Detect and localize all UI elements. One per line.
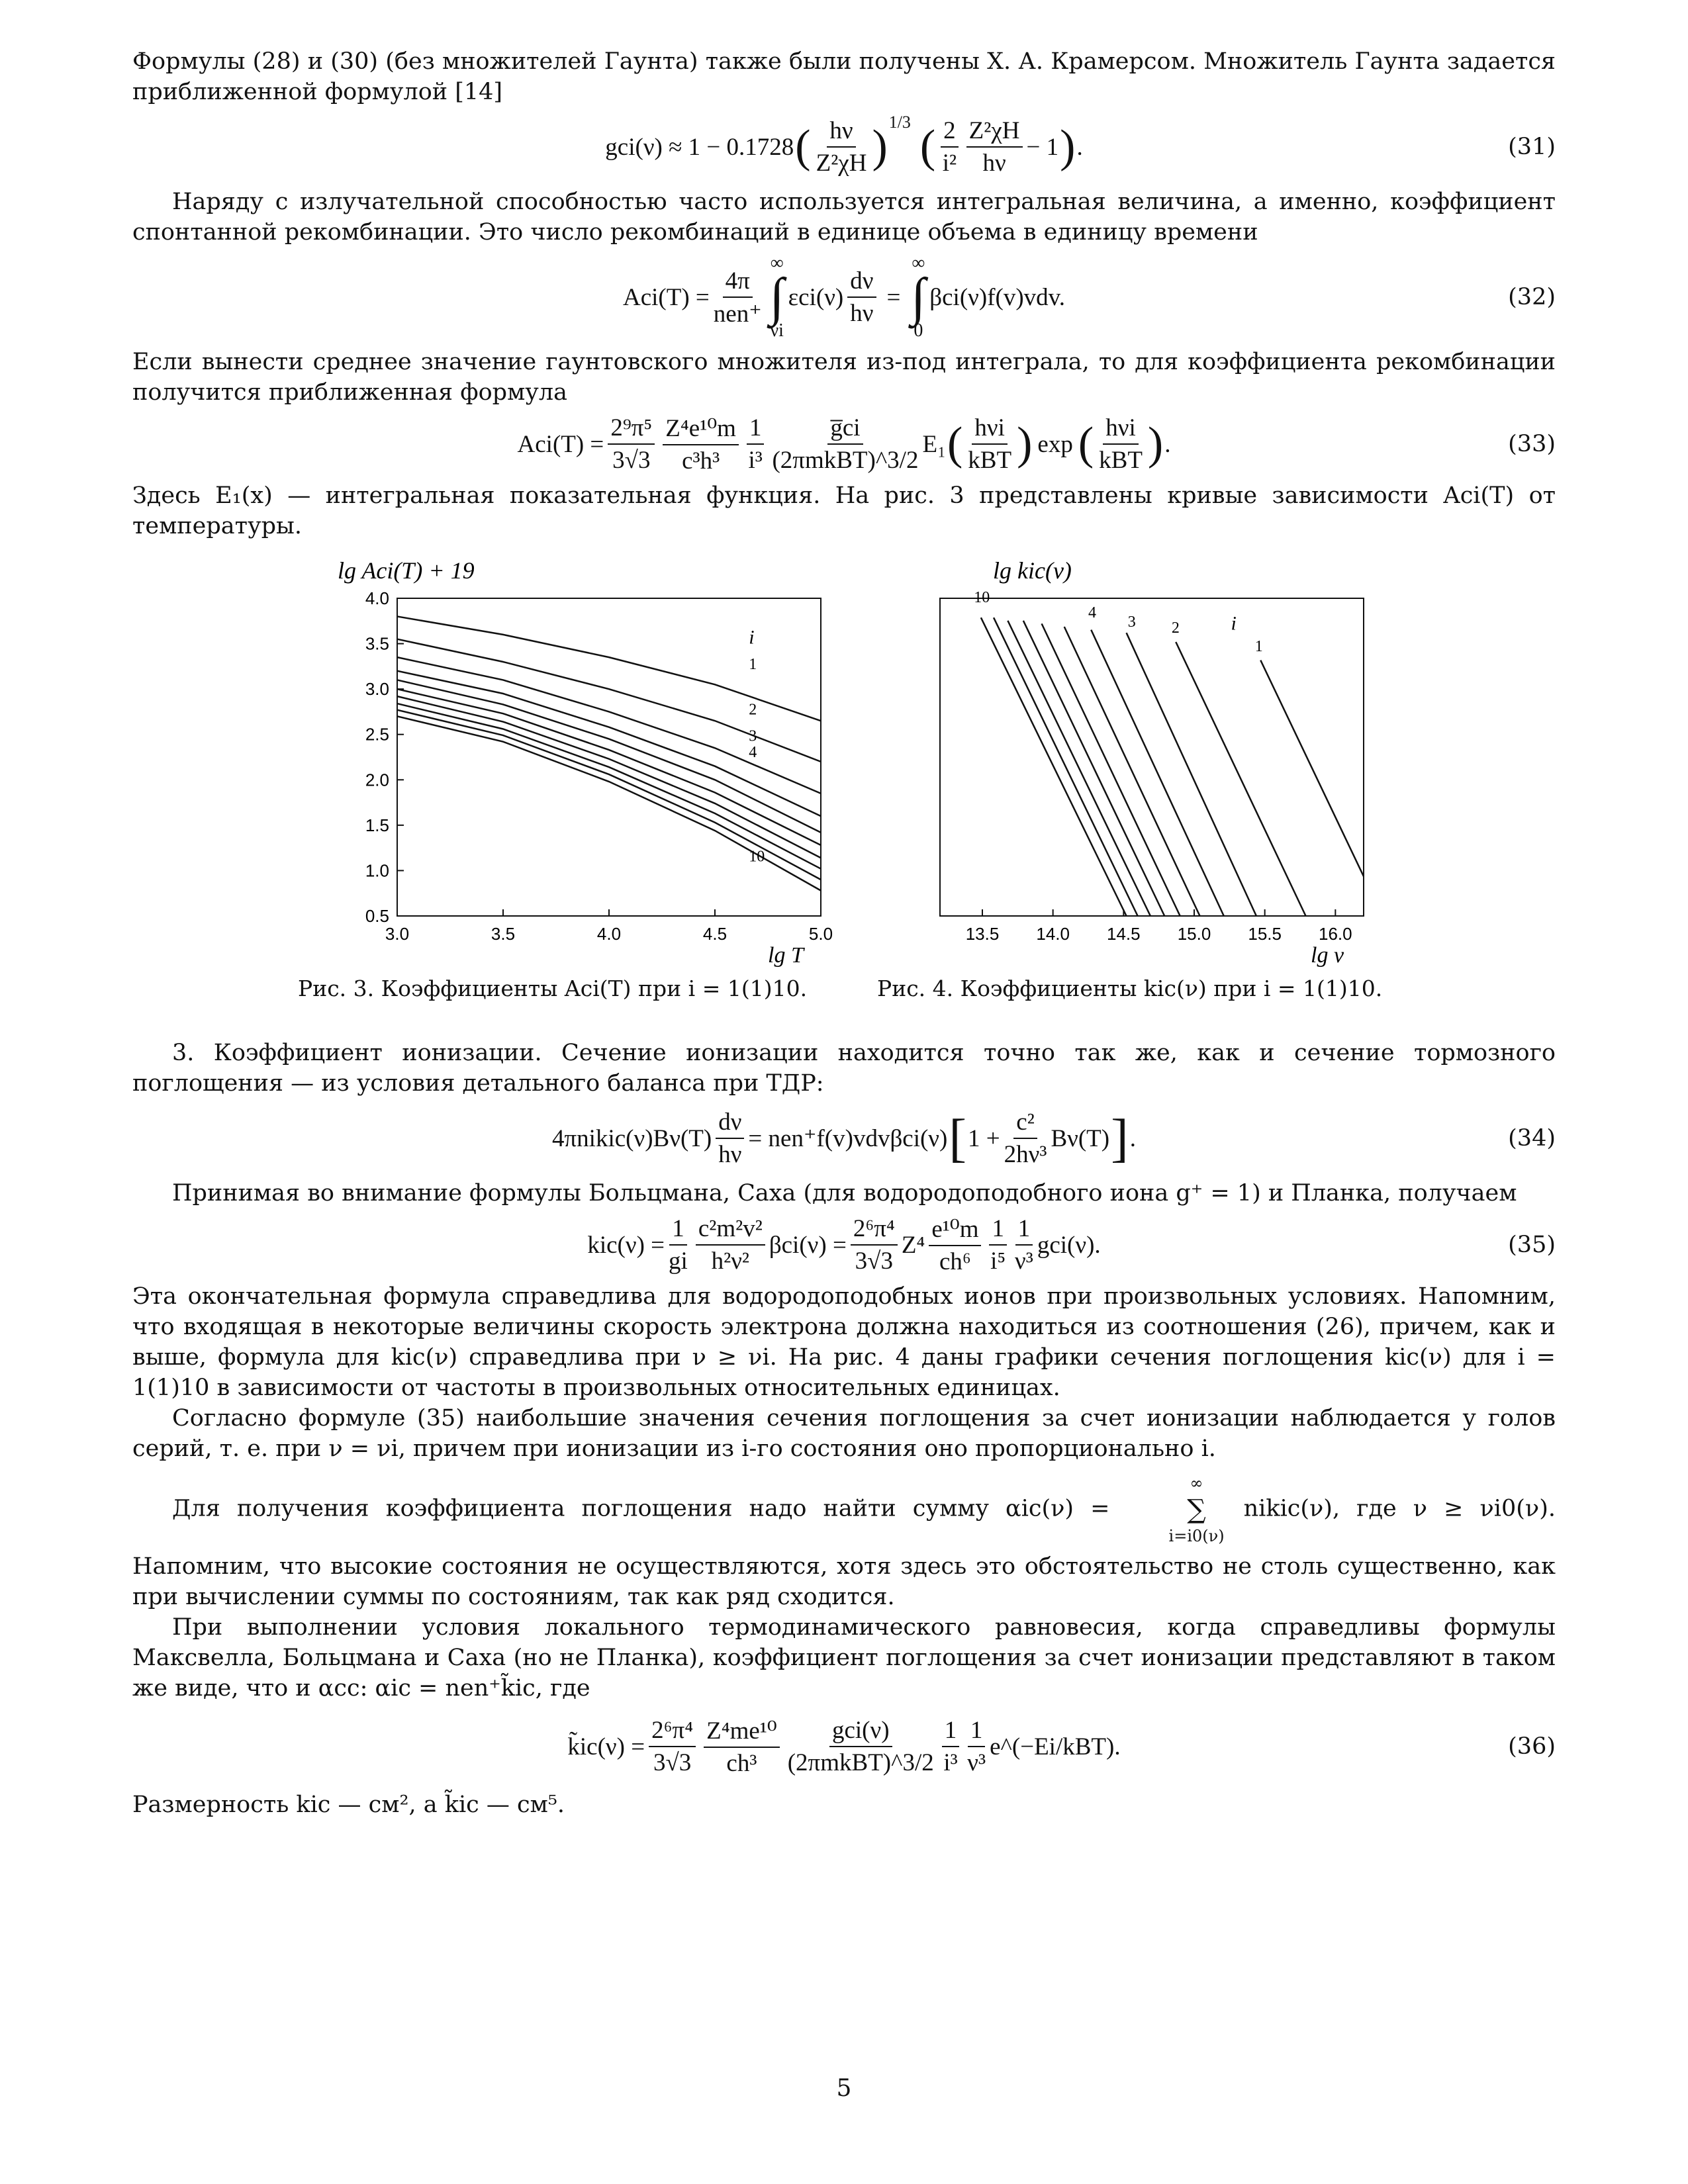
eq31-lhs: gci(ν) ≈ 1 − 0.1728 [605, 133, 794, 161]
paragraph-11: Размерность kic — см², а k̃ic — см⁵. [132, 1792, 565, 1818]
paragraph-3: Если вынести среднее значение гаунтовского множителя из-под интеграла, то для коэффициента рекомбинации получится приближенная формула [132, 349, 1556, 406]
fig4-xtick-label: 16.0 [1319, 924, 1352, 944]
fig3-ytick-label: 0.5 [365, 906, 389, 926]
fig4-series-8 [1008, 621, 1150, 916]
fig3-xlabel: lg T [768, 943, 804, 968]
fig3-ytick-label: 4.0 [365, 588, 389, 608]
eq31-frac2: $\frac{2}{\text{i²}}$ [941, 116, 959, 177]
paragraph-8: Согласно формуле (35) наибольшие значения сечения поглощения за счет ионизации наблюдается у голов серий, т. е. при ν = νi, причем при ионизации из i-го состояния оно пропорционально i. [132, 1405, 1556, 1462]
equation-32: Aci(T) = $\frac{4\pi}{\text{nen⁺}}$ ∞ ∫ νi εci(ν) $\frac{d\nu}{h\nu}$ = ∞ ∫ 0 βci(ν)f(v)vdv. (32) [622, 253, 1556, 341]
equation-33: Aci(T) = $\frac{\text{2⁹π⁵}}{3√3}$ $\frac{\text{Z⁴e¹⁰m}}{\text{c³h³}}$ $\frac{1}{\text{i³}}$ $\frac{g̅ci}{\text{(2πmkBT)\textasciicircum{}3/2}}$ E₁ ( $\frac{\text{hνi}}{\text{kBT}}$ ) exp ( $\frac{\text{hνi}}{\text{kBT}}$ ) . (33) [517, 414, 1556, 475]
fig4-ylabel: lg kic(ν) [993, 557, 1072, 584]
fig4-series-5 [1064, 627, 1200, 916]
fig4-curve-label-4: 4 [1088, 604, 1096, 622]
fig4-series-6 [1042, 623, 1180, 916]
equation-31: gci(ν) ≈ 1 − 0.1728 ( $\frac{h\nu}{\text{Z²χH}}$ ) $^{1/3}$ ( $\frac{2}{\text{i²}}$ $\frac{\text{Z²χH}}{h\nu}$ − 1 ) . (31) [605, 113, 1556, 177]
fig4-curve-label-1: 1 [1254, 637, 1263, 655]
figure-4-chart [861, 545, 1536, 982]
fig3-ytick-label: 2.5 [365, 724, 389, 745]
fig3-curve-label-2: 2 [749, 701, 757, 719]
paragraph-10: При выполнении условия локального термодинамического равновесия, когда справедливы формулы Максвелла, Больцмана и Саха (но не Планка), коэффициент поглощения за счет ионизации представляют в таком же виде, что и αcc: αic = nen⁺k̃ic, где [132, 1614, 1556, 1702]
paragraph-7: Эта окончательная формула справедлива для водородоподобных ионов при произвольных условиях. Напомним, что входящая в некоторые величины скорость электрона должна находиться из соотношения (26), причем, как и выше, формула для kic(ν) справедлива при ν ≥ νi. На рис. 4 даны графики сечения поглощения kic(ν) для i = 1(1)10 в зависимости от частоты в произвольных относительных единицах. [132, 1283, 1556, 1401]
fig4-series-1 [1260, 660, 1364, 877]
fig3-ytick-label: 3.0 [365, 679, 389, 700]
eq31-power: 1/3 [888, 113, 911, 132]
fig3-xtick-label: 5.0 [808, 924, 833, 944]
equation-34: 4πnikic(ν)Bν(T) $\frac{d\nu}{h\nu}$ = nen⁺f(v)vdvβci(ν) [ 1 + $\frac{\text{c²}}{\text{2hν³}}$ Bν(T) ] . (34) [552, 1109, 1556, 1168]
page-number: 5 [836, 2075, 852, 2102]
fig3-legend-title: i [749, 626, 755, 649]
integral-2: ∞ ∫ 0 [911, 253, 926, 341]
fig4-curve-label-10: 10 [974, 589, 990, 607]
integral-1: ∞ ∫ νi [769, 253, 784, 341]
paragraph-2: Наряду с излучательной способностью часто используется интегральная величина, а именно, коэффициент спонтанной рекомбинации. Это число рекомбинаций в единице объема в единицу времени [132, 189, 1556, 246]
fig4-curve-label-3: 3 [1127, 614, 1136, 631]
fig4-xlabel: lg ν [1311, 943, 1344, 968]
figure-3-caption: Рис. 3. Коэффициенты Aci(T) при i = 1(1)10. [298, 976, 808, 1001]
fig4-xtick-label: 15.5 [1248, 924, 1282, 944]
fig3-curve-label-1: 1 [749, 655, 757, 673]
fig4-xtick-label: 13.5 [965, 924, 1000, 944]
fig3-series-1 [397, 616, 821, 721]
fig4-xtick-label: 15.0 [1177, 924, 1211, 944]
fig3-ytick-label: 2.0 [365, 770, 389, 790]
fig3-frame [397, 598, 821, 916]
fig3-xtick-label: 4.0 [596, 924, 622, 944]
fig4-series-2 [1176, 642, 1305, 916]
fig4-series-10 [981, 617, 1127, 916]
figure-4-caption: Рис. 4. Коэффициенты kic(ν) при i = 1(1)10. [877, 976, 1383, 1001]
fig3-ytick-label: 3.5 [365, 633, 389, 654]
fig3-series-5 [397, 680, 821, 832]
paragraph-9: Для получения коэффициента поглощения надо найти сумму αic(ν) = ∞ ∑ i=i0(ν) nikic(ν), где ν ≥ νi0(ν). Напомним, что высокие состояния не осуществляются, хотя здесь это обстоятельство не столь существенно, как при вычислении суммы по состояниям, так как ряд сходится. [132, 1468, 1556, 1612]
fig4-frame [940, 598, 1364, 916]
fig3-xtick-label: 3.5 [491, 924, 516, 944]
fig3-ytick-label: 1.0 [365, 860, 389, 881]
fig3-curve-label-3: 3 [749, 727, 757, 745]
paragraph-6: Принимая во внимание формулы Больцмана, Саха (для водородоподобного иона g⁺ = 1) и Планка, получаем [172, 1180, 1517, 1206]
fig3-series-7 [397, 696, 821, 858]
figures-row [132, 545, 1556, 1022]
eq31-frac3: $\frac{\text{Z²χH}}{h\nu}$ [966, 116, 1023, 177]
fig3-xtick-label: 3.0 [385, 924, 410, 944]
page-content [132, 46, 1556, 1820]
fig3-xtick-label: 4.5 [702, 924, 727, 944]
fig3-ytick-label: 1.5 [365, 815, 389, 835]
fig3-ylabel: lg Aci(T) + 19 [338, 557, 475, 584]
fig4-series-7 [1023, 621, 1164, 916]
sum-operator: ∞ ∑ i=i0(ν) [1168, 1474, 1225, 1545]
eq31-frac1: $\frac{h\nu}{\text{Z²χH}}$ [816, 117, 867, 177]
fig4-legend-title: i [1231, 612, 1237, 635]
paragraph-4: Здесь E₁(x) — интегральная показательная функция. На рис. 3 представлены кривые зависимости Aci(T) от температуры. [132, 482, 1556, 539]
paragraph-5: 3. Коэффициент ионизации. Сечение ионизации находится точно так же, как и сечение тормозного поглощения — из условия детального баланса при ТДР: [132, 1040, 1556, 1097]
fig4-curve-label-2: 2 [1171, 619, 1180, 637]
fig4-xtick-label: 14.5 [1107, 924, 1141, 944]
fig3-curve-label-4: 4 [749, 744, 757, 761]
equation-36: k̃ic(ν) = $\frac{\text{2⁶π⁴}}{3√3}$ $\frac{\text{Z⁴me¹⁰}}{\text{ch³}}$ $\frac{\text{gci(ν)}}{\text{(2πmkBT)\textasciicircum{}3/2}}$ $\frac{1}{\text{i³}}$ $\frac{1}{\text{ν³}}$ e^(−Ei/kBT). (36) [567, 1717, 1556, 1777]
eq31-number: (31) [1508, 134, 1556, 160]
equation-35: kic(ν) = $\frac{1}{gi}$ $\frac{\text{c²m²v²}}{\text{h²ν²}}$ βci(ν) = $\frac{\text{2⁶π⁴}}{3√3}$ Z⁴ $\frac{\text{e¹⁰m}}{\text{ch⁶}}$ $\frac{1}{\text{i⁵}}$ $\frac{1}{\text{ν³}}$ gci(ν). (35) [587, 1215, 1556, 1275]
fig3-curve-label-10: 10 [749, 848, 765, 866]
fig4-series-9 [994, 617, 1138, 916]
paragraph-1: Формулы (28) и (30) (без множителей Гаунта) также были получены Х. А. Крамерсом. Множитель Гаунта задается приближенной формулой [14] [132, 48, 1556, 105]
fig4-series-4 [1091, 630, 1224, 916]
fig3-series-4 [397, 671, 821, 816]
fig4-xtick-label: 14.0 [1036, 924, 1070, 944]
